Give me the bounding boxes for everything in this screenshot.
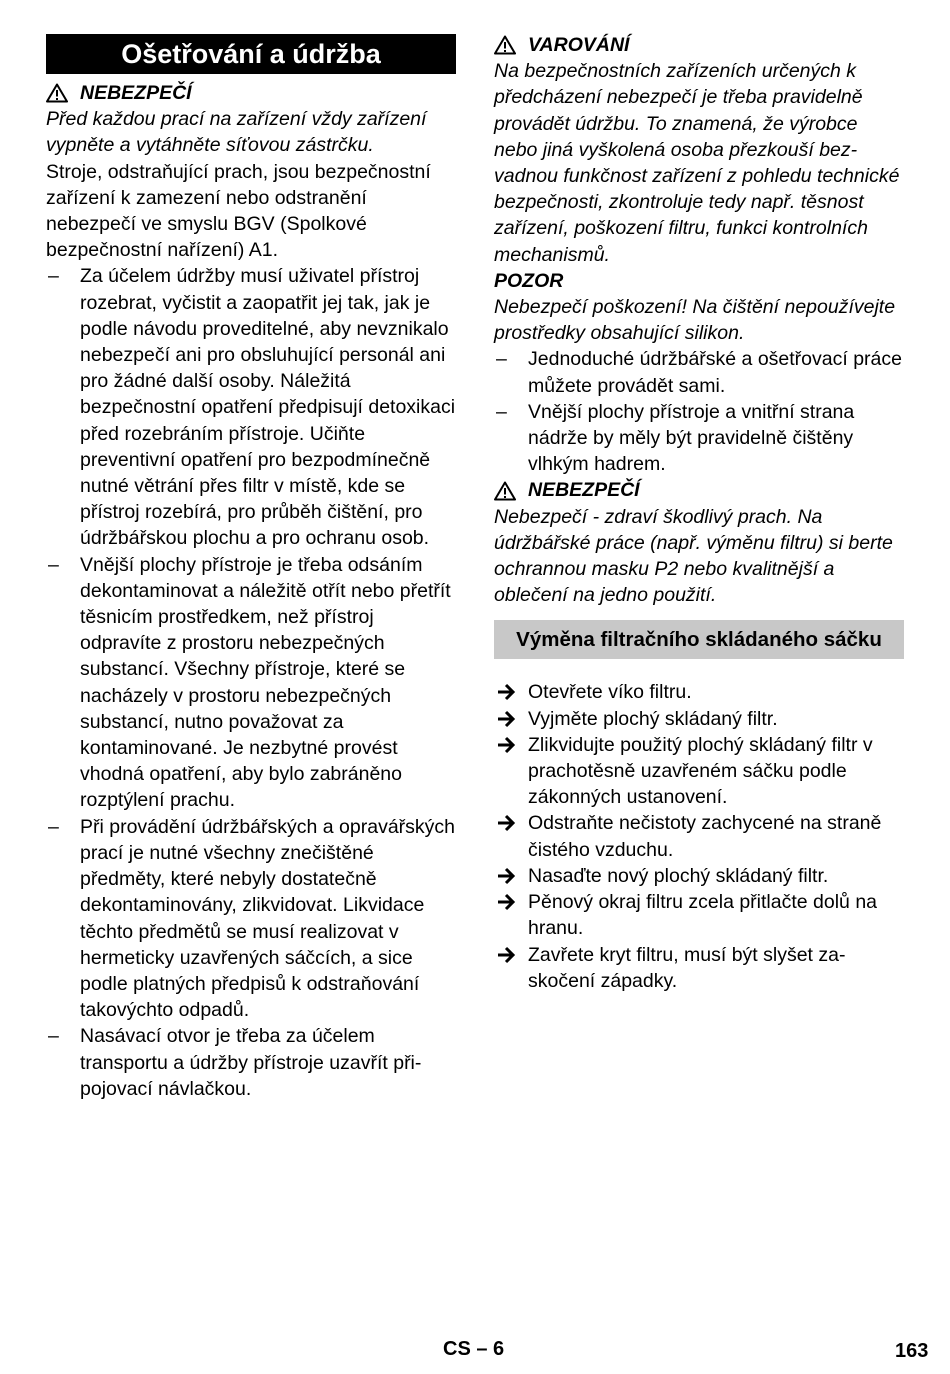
dash-marker: – <box>48 265 59 288</box>
dash-marker: – <box>496 400 507 423</box>
right-column <box>494 32 904 994</box>
list-item <box>46 814 456 1024</box>
caution-heading: POZOR <box>494 269 564 292</box>
footer-section-label: CS – 6 <box>443 1338 505 1360</box>
step-item <box>494 706 904 732</box>
step-text: Vyjměte plochý skládaný filtr. <box>528 707 778 730</box>
arrow-right-icon <box>497 736 517 754</box>
warning-triangle-icon <box>494 481 516 501</box>
list-item <box>494 399 904 478</box>
step-item <box>494 810 904 862</box>
dash-marker: – <box>48 1025 59 1048</box>
arrow-right-icon <box>497 867 517 885</box>
danger-heading-label: NEBEZPEČÍ <box>528 479 640 502</box>
list-item <box>46 263 456 551</box>
warning-triangle-icon <box>46 83 68 103</box>
warning-heading-label: VAROVÁNÍ <box>528 34 630 56</box>
step-item <box>494 863 904 889</box>
list-item-text: Při provádění údržbářských a opravářských prací je nutné všechny znečištěné předměty, které nebyly dostatečně dekontaminovány, zlikvidovat. Likvidace těchto předmětů se musí realizovat v hermeticky uzavřených sáčcích, a sice podle platných předpisů k odstraňování takovýchto odpadů. <box>80 815 456 1022</box>
dash-marker: – <box>48 815 59 838</box>
arrow-right-icon <box>497 814 517 832</box>
warning-heading <box>494 32 904 58</box>
step-item <box>494 889 904 941</box>
list-item <box>46 1023 456 1102</box>
danger-heading-2 <box>494 477 904 503</box>
step-item <box>494 679 904 705</box>
list-item-text: Nasávací otvor je třeba za účelem transportu a údržby přístroje uzavřít připojovací návlačkou. <box>80 1025 422 1100</box>
subsection-title: Výměna filtračního skládaného sáčku <box>494 620 904 659</box>
arrow-right-icon <box>497 893 517 911</box>
danger-text-2: Nebezpečí - zdraví škodlivý prach. Na údržbářské práce (např. výměnu filtru) si berte ochrannou masku P2 nebo kvalitnější a oblečení na jedno použití. <box>494 505 893 607</box>
warning-text: Na bezpečnostních zařízeních určených k předcházení nebezpečí je třeba pravidelně provádět údržbu. To znamená, že výrobce nebo jiná vyškolená osoba přezkouší bezvadnou funkčnost zařízení z pohledu technické bezpečnosti, zkontroluje tedy např. těsnost zařízení, poškození filtru, funkci kontrolních mechanismů. <box>494 60 900 266</box>
step-text: Odstraňte nečistoty zachycené na straně čistého vzduchu. <box>528 812 882 861</box>
step-item <box>494 942 904 994</box>
maintenance-list <box>46 263 456 1102</box>
list-item-text: Za účelem údržby musí uživatel přístroj rozebrat, vyčistit a zaopatřit jej tak, jak je podle návodu proveditelné, aby nevznikalo nebezpečí ani pro obsluhující personál ani pro žádné další osoby. Náležitá bezpečnostní opatření předpisují detoxikaci před rozebráním přístroje. Učiňte preventivní opatření pro bezpodmínečně nutné větrání přes filtr v místě, kde se přístroj rozebírá, pro průběh čištění, pro údržbářskou plochu a pro ochranu osob. <box>80 265 456 550</box>
warning-triangle-icon <box>494 35 516 55</box>
step-text: Otevřete víko filtru. <box>528 681 692 704</box>
list-item-text: Jednoduché údržbářské a ošetřovací práce můžete provádět sami. <box>528 348 902 397</box>
page-number: 163 <box>895 1340 929 1362</box>
arrow-right-icon <box>497 710 517 728</box>
step-text: Zavřete kryt filtru, musí být slyšet zaskočení západky. <box>528 943 846 992</box>
caution-text: Nebezpečí poškození! Na čištění nepoužívejte prostředky obsahující silikon. <box>494 296 896 345</box>
list-item-text: Vnější plochy přístroje je třeba odsáním dekontaminovat a náležitě otřít nebo přetřít těsnicím prostředkem, než přístroj odpravíte z prostoru nebezpečných substancí. Všechny přístroje, které se nacházely v prostoru nebezpečných substancí, nutno považovat za kontaminované. Je nezbytné provést vhodná opatření, aby bylo zabráněno rozptýlení prachu. <box>80 553 451 812</box>
list-item <box>494 346 904 398</box>
dash-marker: – <box>496 348 507 371</box>
cleaning-list <box>494 346 904 477</box>
step-item <box>494 732 904 811</box>
filter-steps-list <box>494 679 904 993</box>
danger-lead-text: Před každou prací na zařízení vždy zařízení vypněte a vytáhněte síťovou zástrčku. <box>46 108 427 157</box>
danger-body-text: Stroje, odstraňující prach, jsou bezpečnostní zařízení k zamezení nebo odstranění nebezpečí ve smyslu BGV (Spolkové bezpečnostní nařízení) A1. <box>46 160 431 262</box>
arrow-right-icon <box>497 946 517 964</box>
step-text: Pěnový okraj filtru zcela přitlačte dolů na hranu. <box>528 891 878 940</box>
dash-marker: – <box>48 553 59 576</box>
step-text: Nasaďte nový plochý skládaný filtr. <box>528 864 829 887</box>
left-column <box>46 32 456 1102</box>
arrow-right-icon <box>497 683 517 701</box>
list-item-text: Vnější plochy přístroje a vnitřní strana nádrže by měly být pravidelně čištěny vlhkým hadrem. <box>528 400 855 476</box>
danger-heading-1 <box>46 80 456 106</box>
list-item <box>46 552 456 814</box>
section-title: Ošetřování a údržba <box>46 34 456 74</box>
danger-heading-label: NEBEZPEČÍ <box>80 82 192 104</box>
step-text: Zlikvidujte použitý plochý skládaný filtr v prachotěsně uzavřeném sáčku podle zákonných ustanovení. <box>528 733 873 809</box>
